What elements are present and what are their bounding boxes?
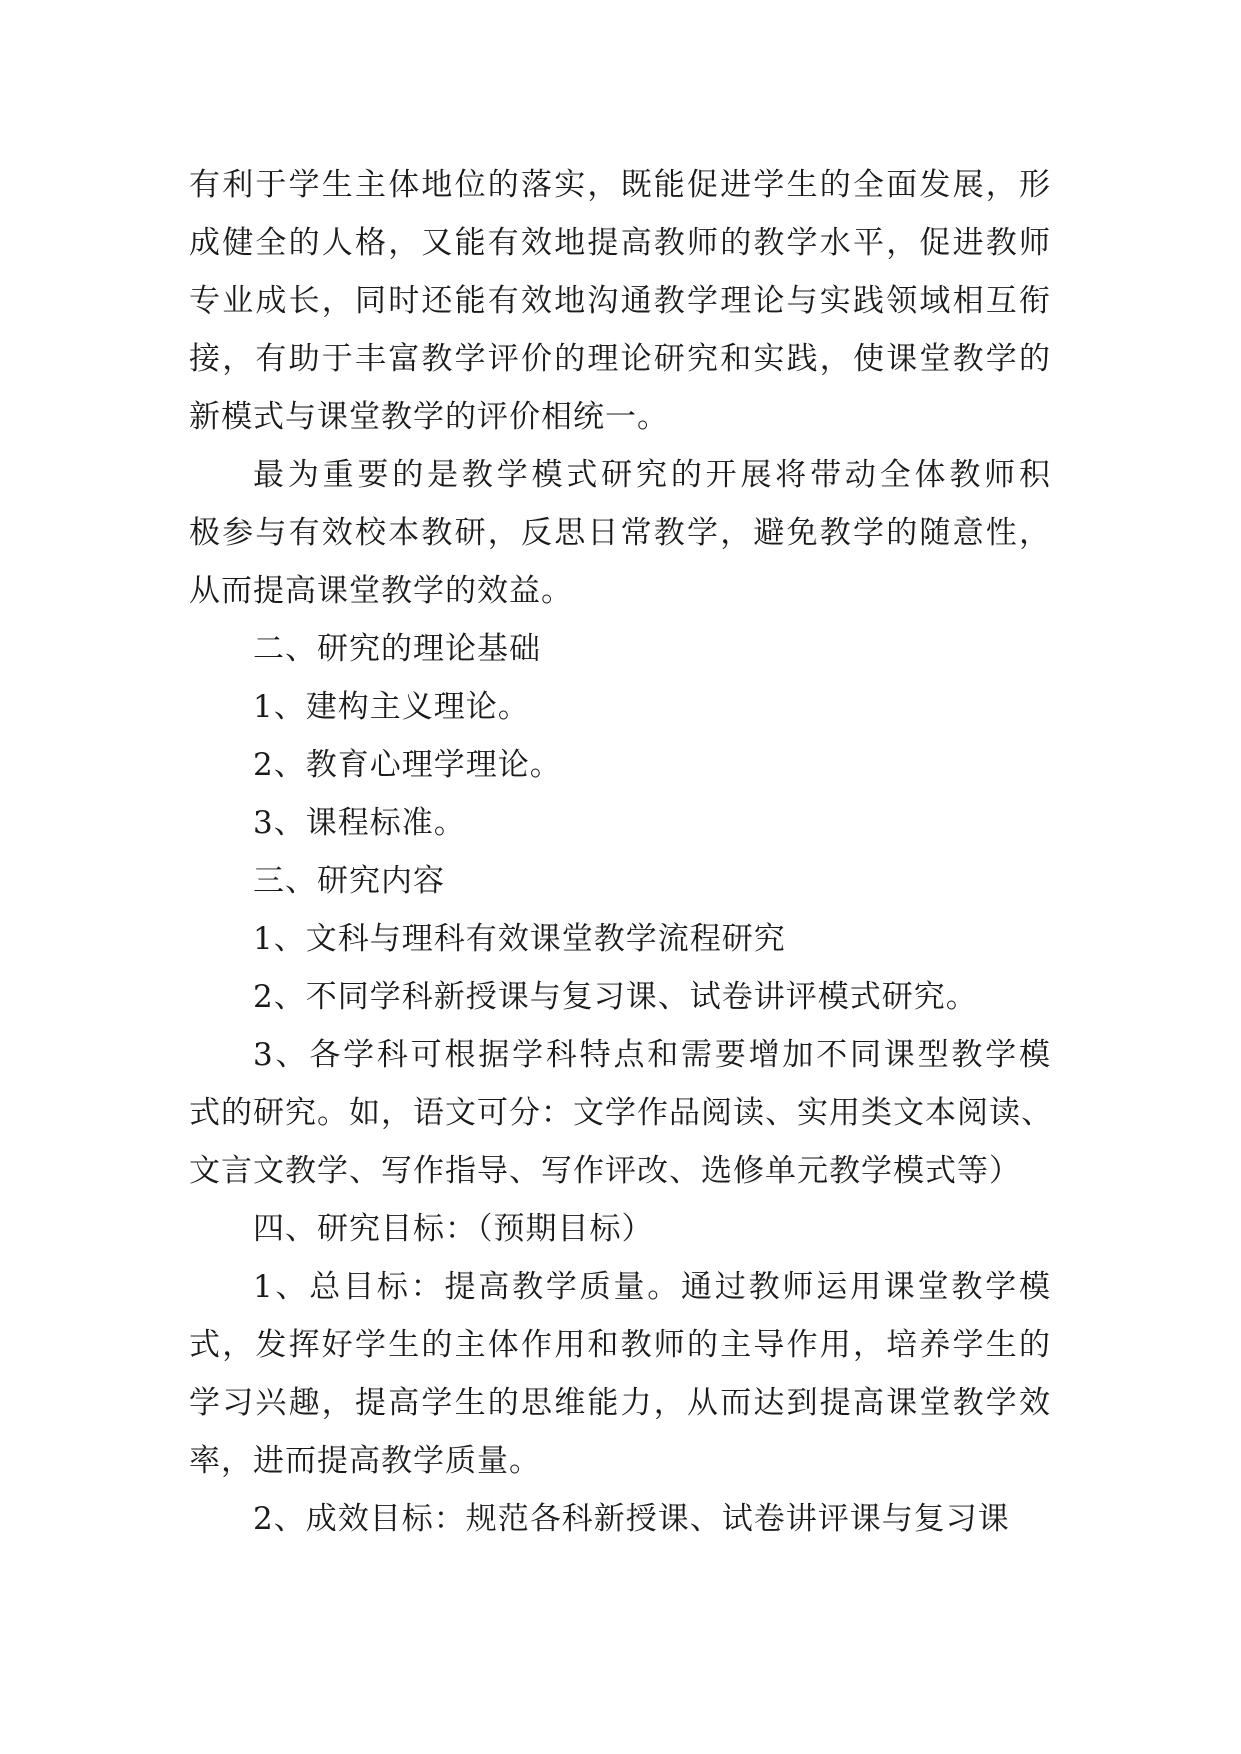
text-line: 从而提高课堂教学的效益。 bbox=[189, 573, 573, 609]
text-line: 式，发挥好学生的主体作用和教师的主导作用，培养学生的 bbox=[189, 1327, 1051, 1363]
text-line: 3、各学科可根据学科特点和需要增加不同课型教学模 bbox=[253, 1037, 1051, 1073]
list-item-content-1: 1、文科与理科有效课堂教学流程研究 bbox=[253, 921, 786, 957]
list-item-content-2: 2、不同学科新授课与复习课、试卷讲评模式研究。 bbox=[253, 979, 978, 1015]
list-item-theory-1: 1、建构主义理论。 bbox=[253, 689, 530, 725]
paragraph-importance bbox=[189, 446, 1051, 620]
text-line: 学习兴趣，提高学生的思维能力，从而达到提高课堂教学效 bbox=[189, 1385, 1051, 1421]
text-line: 率，进而提高教学质量。 bbox=[189, 1443, 541, 1479]
list-item-goal-2: 2、成效目标：规范各科新授课、试卷讲评课与复习课 bbox=[253, 1501, 1010, 1537]
text-line: 成健全的人格，又能有效地提高教师的教学水平，促进教师 bbox=[189, 225, 1051, 261]
text-line: 新模式与课堂教学的评价相统一。 bbox=[189, 399, 669, 435]
text-line: 最为重要的是教学模式研究的开展将带动全体教师积 bbox=[253, 457, 1051, 493]
list-item-theory-3: 3、课程标准。 bbox=[253, 805, 466, 841]
section-heading-content: 三、研究内容 bbox=[253, 863, 445, 899]
text-line: 1、总目标：提高教学质量。通过教师运用课堂教学模 bbox=[253, 1269, 1051, 1305]
text-line: 专业成长，同时还能有效地沟通教学理论与实践领域相互衔 bbox=[189, 283, 1051, 319]
list-item-content-3 bbox=[189, 1026, 1051, 1200]
section-heading-goals: 四、研究目标：（预期目标） bbox=[253, 1211, 654, 1247]
text-line: 极参与有效校本教研，反思日常教学，避免教学的随意性， bbox=[189, 515, 1051, 551]
document-body bbox=[189, 156, 1051, 1548]
list-item-theory-2: 2、教育心理学理论。 bbox=[253, 747, 562, 783]
text-line: 有利于学生主体地位的落实，既能促进学生的全面发展，形 bbox=[189, 167, 1051, 203]
text-line: 文言文教学、写作指导、写作评改、选修单元教学模式等） bbox=[189, 1153, 1021, 1189]
text-line: 式的研究。如，语文可分：文学作品阅读、实用类文本阅读、 bbox=[189, 1095, 1053, 1131]
paragraph-significance bbox=[189, 156, 1051, 446]
list-item-goal-1 bbox=[189, 1258, 1051, 1490]
section-heading-theory: 二、研究的理论基础 bbox=[253, 631, 541, 667]
text-line: 接，有助于丰富教学评价的理论研究和实践，使课堂教学的 bbox=[189, 341, 1051, 377]
